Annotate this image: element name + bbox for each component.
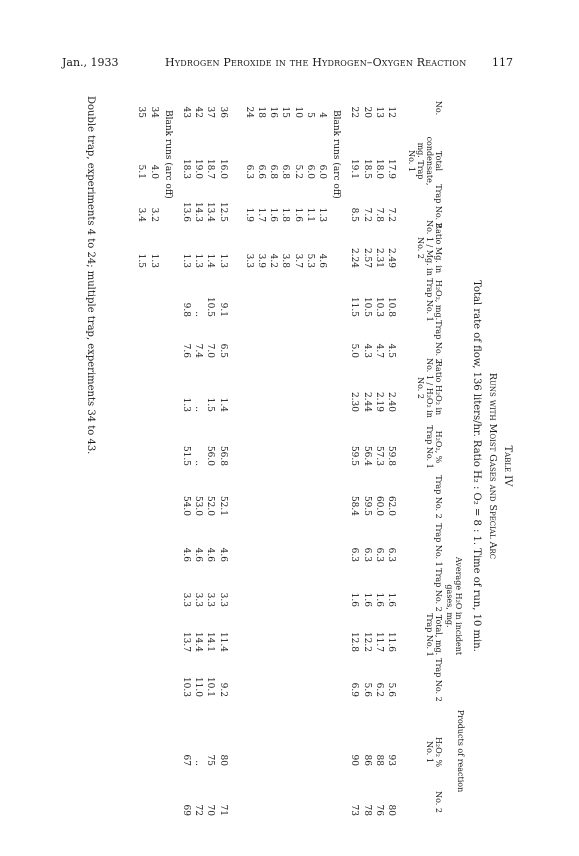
table-cell: 90	[349, 754, 360, 766]
table-cell: 14.4	[193, 631, 204, 652]
table-cell: 5.2	[292, 164, 303, 179]
table-footnote: Double trap, experiments 4 to 24; multiple trap, experiments 34 to 43.	[85, 96, 96, 455]
table-cell: 6.6	[256, 164, 266, 179]
column-header-3: Ratio Mg. in No. 1 / Mg. in No. 2	[416, 220, 443, 276]
table-cell: 7.8	[373, 207, 384, 222]
table-cell: 1.3	[193, 253, 204, 268]
table-cell: 20	[361, 106, 372, 118]
table-cell: 16.0	[217, 158, 228, 179]
table-cell: 11.5	[349, 296, 360, 317]
table-cell: 1.6	[386, 592, 396, 607]
table-cell: 37	[205, 106, 216, 118]
column-header-10: Trap No. 2	[434, 568, 443, 612]
table-cell: 59.5	[361, 495, 372, 516]
table-cell: 11.4	[217, 631, 228, 652]
table-cell: 3.3	[205, 592, 216, 607]
table-cell: 12	[386, 106, 396, 118]
table-cell: 6.5	[217, 343, 228, 358]
table-cell: 60.0	[373, 495, 384, 516]
table-cell: 1.4	[217, 397, 228, 412]
table-cell: 53.0	[193, 495, 204, 516]
table-cell: 2.30	[349, 391, 360, 412]
table-cell: 3.7	[292, 253, 303, 268]
table-cell: 3.4	[136, 207, 147, 222]
table-cell: 1.3	[181, 253, 191, 268]
table-cell: 56.8	[217, 445, 228, 466]
table-cell: 71	[217, 804, 228, 816]
table-cell: 4.6	[205, 547, 216, 562]
table-cell: 5.6	[386, 682, 396, 697]
table-cell: 3.3	[243, 253, 254, 268]
table-cell: 93	[386, 754, 396, 766]
table-title: Runs with Moist Gases and Special Arc	[487, 372, 498, 560]
table-cell: 4.6	[193, 547, 204, 562]
table-cell: 5.0	[349, 343, 360, 358]
table-cell: 12.5	[217, 201, 228, 222]
table-cell: 1.3	[181, 397, 191, 412]
table-cell: 1.1	[304, 207, 315, 222]
table-cell: 7.2	[361, 207, 372, 222]
column-header-2: Trap No. 2	[434, 184, 443, 228]
table-cell: 4.6	[217, 547, 228, 562]
table-cell: 1.9	[243, 207, 254, 222]
table-cell: 13.6	[181, 201, 191, 222]
table-cell: 6.3	[361, 547, 372, 562]
table-cell: 10	[292, 106, 303, 118]
table-cell: 3.8	[280, 253, 291, 268]
table-cell: 18.5	[361, 158, 372, 179]
table-cell: 4.2	[268, 253, 279, 268]
table-cell: 80	[217, 754, 228, 766]
column-header-0: No.	[434, 100, 443, 116]
table-cell: 5.3	[304, 253, 315, 268]
table-cell: 8.5	[349, 207, 360, 222]
table-cell: 2.19	[373, 391, 384, 412]
table-cell: 1.6	[349, 592, 360, 607]
table-cell: 3.3	[217, 592, 228, 607]
table-cell: 2.49	[386, 247, 396, 268]
table-cell: 86	[361, 754, 372, 766]
rotated-table	[75, 96, 515, 836]
table-cell: 3.3	[193, 592, 204, 607]
table-cell: 2.40	[386, 391, 396, 412]
table-cell: 16	[268, 106, 279, 118]
table-cell: 6.8	[280, 164, 291, 179]
column-header-1: Total condensate, mg. Trap No. 1	[407, 136, 443, 186]
table-cell: 59.8	[386, 445, 396, 466]
table-cell: 1.7	[256, 207, 266, 222]
table-cell: 22	[349, 106, 360, 118]
table-cell: 11.6	[386, 631, 396, 652]
table-cell: 1.6	[268, 207, 279, 222]
table-cell: 73	[349, 804, 360, 816]
table-cell: 4.7	[373, 343, 384, 358]
table-cell: 56.4	[361, 445, 372, 466]
table-cell: 75	[205, 754, 216, 766]
table-cell: 4.6	[181, 547, 191, 562]
column-header-12: Trap No. 2	[434, 658, 443, 702]
table-cell: 1.6	[361, 592, 372, 607]
table-cell: 5.6	[361, 682, 372, 697]
table-cell: 6.2	[373, 682, 384, 697]
table-cell: 51.5	[181, 445, 191, 466]
table-cell: 18.7	[205, 158, 216, 179]
table-cell: 1.6	[292, 207, 303, 222]
table-cell: 42	[193, 106, 204, 118]
column-header-7: H₂O₂, % Trap No. 1	[425, 425, 443, 469]
table-cell: 12.2	[361, 631, 372, 652]
column-header-11: Total, mg. Trap No. 1	[425, 613, 443, 657]
table-cell: 11.7	[373, 631, 384, 652]
table-cell: 1.5	[205, 397, 216, 412]
table-cell: 6.8	[268, 164, 279, 179]
table-cell: 4.3	[361, 343, 372, 358]
table-cell: 5.1	[136, 164, 147, 179]
table-cell: 1.3	[148, 253, 159, 268]
table-cell: 78	[361, 804, 372, 816]
column-header-9: Trap No. 1	[434, 523, 443, 567]
table-cell: 4	[317, 112, 327, 118]
column-header-6: Ratio H₂O₂ in No. 1 / H₂O₂ in No. 2	[416, 358, 443, 418]
table-cell: 34	[148, 106, 159, 118]
running-header	[0, 56, 579, 76]
table-cell: 43	[181, 106, 191, 118]
group-header-products: Products of reaction	[456, 709, 465, 793]
table-cell: 10.5	[205, 296, 216, 317]
table-cell: 18.3	[181, 158, 191, 179]
table-cell: 7.6	[181, 343, 191, 358]
table-cell: 6.3	[386, 547, 396, 562]
table-cell: 24	[243, 106, 254, 118]
blank-runs-label: Blank runs (arc off)	[162, 110, 173, 199]
column-header-4: H₂O₂, mg. Trap No. 1	[425, 278, 443, 322]
column-header-5: Trap No. 2	[434, 320, 443, 364]
table-cell: 57.3	[373, 445, 384, 466]
header-title: Hydrogen Peroxide in the Hydrogen–Oxygen Reaction	[165, 56, 467, 69]
table-cell: 72	[193, 804, 204, 816]
table-cell: 1.3	[317, 207, 327, 222]
table-cell: 2.31	[373, 247, 384, 268]
table-cell: 54.0	[181, 495, 191, 516]
table-cell: 18.0	[373, 158, 384, 179]
table-cell: 67	[181, 754, 191, 766]
header-date: Jan., 1933	[62, 56, 119, 69]
table-cell: 4.5	[386, 343, 396, 358]
blank-runs-label: Blank runs (arc off)	[331, 110, 342, 199]
table-cell: 2.57	[361, 247, 372, 268]
table-cell: 5	[304, 112, 315, 118]
table-cell: 1.3	[217, 253, 228, 268]
table-cell: 10.5	[361, 296, 372, 317]
table-cell: 13	[373, 106, 384, 118]
table-cell: 1.6	[373, 592, 384, 607]
column-header-8: Trap No. 2	[434, 475, 443, 519]
table-cell: 3.9	[256, 253, 266, 268]
table-cell: 58.4	[349, 495, 360, 516]
table-label: Table IV	[502, 445, 513, 487]
table-cell: 56.0	[205, 445, 216, 466]
table-cell: 6.0	[317, 164, 327, 179]
table-cell: 6.3	[349, 547, 360, 562]
table-cell: 9.8	[181, 302, 191, 317]
table-cell: 11.0	[193, 676, 204, 697]
table-cell: 6.3	[243, 164, 254, 179]
column-header-14: No. 2	[434, 791, 443, 813]
table-cell: 10.3	[373, 296, 384, 317]
table-cell: 7.4	[193, 343, 204, 358]
table-cell: 18	[256, 106, 266, 118]
table-cell: 1.5	[136, 253, 147, 268]
table-cell: 1.8	[280, 207, 291, 222]
table-cell: 70	[205, 804, 216, 816]
table-cell: 59.5	[349, 445, 360, 466]
table-cell: 52.0	[205, 495, 216, 516]
table-cell: 6.0	[304, 164, 315, 179]
table-cell: ..	[193, 760, 204, 766]
column-header-13: H₂O₂ % No. 1	[425, 736, 443, 768]
table-cell: 35	[136, 106, 147, 118]
table-cell: 13.7	[181, 631, 191, 652]
table-cell: 19.1	[349, 158, 360, 179]
table-cell: 9.2	[217, 682, 228, 697]
table-cell: 88	[373, 754, 384, 766]
table-cell: 3.2	[148, 207, 159, 222]
table-cell: 19.0	[193, 158, 204, 179]
table-cell: 3.3	[181, 592, 191, 607]
table-cell: 10.1	[205, 676, 216, 697]
table-cell: ..	[193, 311, 204, 317]
table-cell: 80	[386, 804, 396, 816]
table-cell: 15	[280, 106, 291, 118]
table-cell: 4.0	[148, 164, 159, 179]
table-cell: 17.9	[386, 158, 396, 179]
table-cell: 76	[373, 804, 384, 816]
table-cell: 13.4	[205, 201, 216, 222]
group-header-h2o-avg: Average H₂O in incident gases, mg.	[445, 556, 463, 656]
table-cell: 1.4	[205, 253, 216, 268]
table-cell: 2.44	[361, 391, 372, 412]
table-cell: 12.8	[349, 631, 360, 652]
table-cell: 6.9	[349, 682, 360, 697]
table-cell: ..	[193, 460, 204, 466]
table-cell: 4.6	[317, 253, 327, 268]
table-cell: 52.1	[217, 495, 228, 516]
table-cell: 69	[181, 804, 191, 816]
table-cell: 36	[217, 106, 228, 118]
table-cell: 9.1	[217, 302, 228, 317]
table-subtitle: Total rate of flow, 136 liters/hr. Ratio H₂ : O₂ = 8 : 1. Time of run, 10 min.	[471, 280, 482, 652]
table-cell: 2.24	[349, 247, 360, 268]
table-cell: 14.1	[205, 631, 216, 652]
table-cell: ..	[193, 406, 204, 412]
page-number: 117	[492, 56, 513, 69]
table-cell: 14.3	[193, 201, 204, 222]
table-cell: 10.8	[386, 296, 396, 317]
table-cell: 6.3	[373, 547, 384, 562]
table-cell: 7.2	[386, 207, 396, 222]
table-cell: 10.3	[181, 676, 191, 697]
table-cell: 7.0	[205, 343, 216, 358]
table-cell: 62.0	[386, 495, 396, 516]
